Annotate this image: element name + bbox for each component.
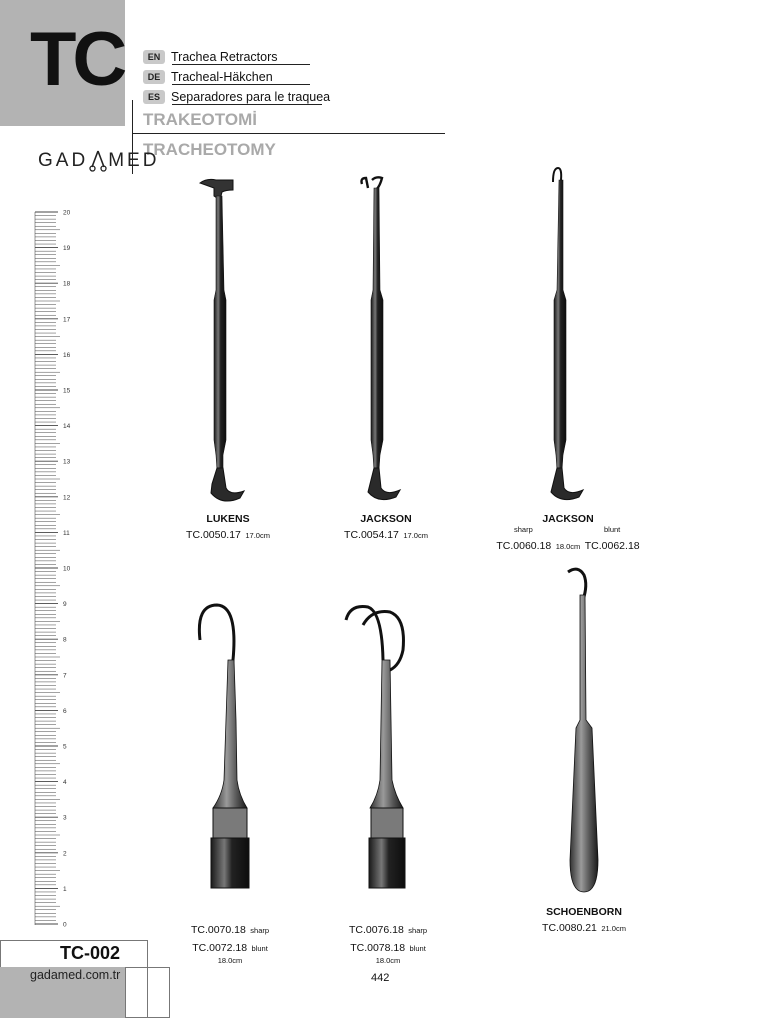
product-code: TC.0054.17	[344, 529, 399, 541]
product-code-sharp: TC.0060.18	[496, 540, 552, 552]
product-name: LUKENS	[206, 513, 250, 525]
ruler-label: 11	[63, 529, 70, 537]
ruler-label: 16	[63, 351, 71, 359]
ruler-label: 9	[63, 601, 67, 609]
language-label: Trachea Retractors	[171, 50, 278, 64]
brand-text-right: MED	[108, 150, 160, 171]
ruler-label: 2	[63, 850, 67, 858]
double-hook-illustration	[346, 607, 405, 888]
ruler-label: 4	[63, 779, 67, 787]
ruler-label: 6	[63, 707, 67, 715]
ruler-label: 5	[63, 743, 67, 751]
section-code: TC	[30, 17, 124, 102]
variant-blunt-label: blunt	[409, 944, 426, 953]
product-size: 17.0cm	[403, 531, 428, 540]
product-name: JACKSON	[360, 513, 412, 525]
product-name: JACKSON	[542, 513, 594, 525]
ruler-label: 20	[63, 209, 71, 217]
single-hook-illustration	[199, 605, 249, 888]
variant-sharp-label: sharp	[250, 926, 270, 935]
language-badge: ES	[143, 90, 165, 104]
brand-text-left: GAD	[38, 150, 89, 171]
variant-blunt-label: blunt	[251, 944, 268, 953]
product-code-sharp: TC.0076.18	[348, 924, 404, 936]
ruler-label: 3	[63, 814, 67, 822]
schoenborn-retractor-illustration	[568, 569, 598, 892]
product-caption-schoenborn	[524, 906, 644, 936]
jackson-hook-retractor-illustration	[551, 168, 583, 500]
page-number: 442	[371, 972, 390, 984]
product-code-blunt: TC.0078.18	[350, 942, 406, 954]
ruler-label: 10	[63, 565, 71, 573]
language-label: Separadores para le traquea	[171, 90, 331, 104]
product-code-sharp: TC.0070.18	[190, 924, 246, 936]
product-code-blunt: TC.0072.18	[192, 942, 248, 954]
product-caption-jackson	[326, 513, 446, 543]
product-size: 17.0cm	[245, 531, 270, 540]
ruler-label: 1	[63, 885, 67, 893]
product-code: TC.0050.17	[186, 529, 241, 541]
product-caption-lukens	[168, 513, 288, 543]
product-caption-single-hook	[175, 920, 285, 965]
footer-decor-boxes	[125, 967, 170, 1018]
ruler-label: 8	[63, 636, 67, 644]
product-caption-jackson-variants	[488, 513, 648, 554]
language-badge: DE	[143, 70, 165, 84]
ruler-label: 7	[63, 672, 67, 680]
ruler-label: 18	[63, 280, 71, 288]
language-badge: EN	[143, 50, 165, 64]
product-size: 18.0cm	[555, 542, 581, 551]
variant-sharp-label: sharp	[408, 926, 428, 935]
catalog-page-code: TC-002	[60, 943, 121, 963]
ruler-label: 17	[63, 316, 71, 324]
product-caption-double-hook	[333, 920, 443, 965]
product-size: 18.0cm	[375, 956, 401, 965]
product-name: SCHOENBORN	[546, 906, 622, 918]
website-url: gadamed.com.tr	[30, 968, 121, 982]
ruler-label: 15	[63, 387, 71, 395]
ruler-label: 19	[63, 245, 71, 253]
variant-blunt-label: blunt	[604, 525, 621, 534]
product-code: TC.0080.21	[542, 922, 597, 934]
product-size: 21.0cm	[601, 924, 626, 933]
product-size: 18.0cm	[217, 956, 243, 965]
jackson-retractor-illustration	[362, 177, 401, 499]
product-code-blunt: TC.0062.18	[584, 540, 640, 552]
category-title-en: TRACHEOTOMY	[143, 140, 276, 159]
variant-sharp-label: sharp	[514, 525, 533, 534]
ruler-label: 0	[63, 921, 67, 929]
category-title-tr: TRAKEOTOMİ	[143, 110, 257, 129]
lukens-retractor-illustration	[200, 179, 244, 501]
ruler-label: 12	[63, 494, 71, 502]
ruler-label: 14	[63, 423, 71, 431]
ruler-label: 13	[63, 458, 71, 466]
language-label: Tracheal-Häkchen	[171, 70, 273, 84]
